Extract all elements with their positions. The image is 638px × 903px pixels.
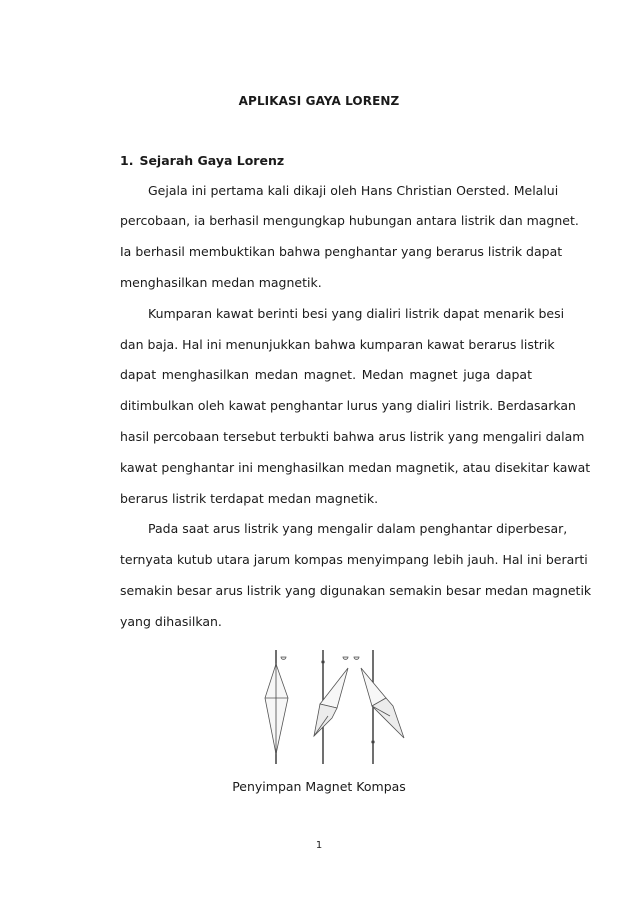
paragraph-1-line-3: Ia berhasil membuktikan bahwa penghantar yang berarus listrik dapat [120, 244, 563, 259]
paragraph-2-line-4: ditimbulkan oleh kawat penghantar lurus yang dialiri listrik. Berdasarkan [120, 398, 576, 413]
paragraph-1-line-1: Gejala ini pertama kali dikaji oleh Hans Christian Oersted. Melalui [148, 183, 559, 198]
paragraph-2-line-6: kawat penghantar ini menghasilkan medan magnetik, atau disekitar kawat [120, 460, 591, 475]
section-number: 1. [120, 153, 134, 168]
page-number: 1 [315, 840, 323, 851]
paragraph-3-line-3: semakin besar arus listrik yang digunakan semakin besar medan magnetik [120, 583, 592, 598]
paragraph-2-line-3: dapat menghasilkan medan magnet. Medan magnet juga dapat [120, 367, 532, 382]
paragraph-2-line-1: Kumparan kawat berinti besi yang dialiri listrik dapat menarik besi [148, 306, 565, 321]
figure-caption: Penyimpan Magnet Kompas [232, 779, 406, 794]
marker-icon [281, 657, 286, 660]
paragraph-2-line-5: hasil percobaan tersebut terbukti bahwa arus listrik yang mengaliri dalam [120, 429, 585, 444]
compass-needle-middle [320, 668, 348, 708]
paragraph-1-line-2: percobaan, ia berhasil mengungkap hubungan antara listrik dan magnet. [120, 213, 579, 228]
section-heading [120, 153, 284, 168]
paragraph-2-line-7: berarus listrik terdapat medan magnetik. [120, 491, 379, 506]
compass-figure [258, 646, 408, 766]
paragraph-3-line-4: yang dihasilkan. [120, 614, 222, 629]
section-heading-text: Sejarah Gaya Lorenz [139, 153, 285, 168]
paragraph-1-line-4: menghasilkan medan magnetik. [120, 275, 322, 290]
paragraph-2-line-2: dan baja. Hal ini menunjukkan bahwa kumparan kawat berarus listrik [120, 337, 555, 352]
paragraph-3-line-1: Pada saat arus listrik yang mengalir dalam penghantar diperbesar, [148, 521, 568, 536]
compass-needle-left [265, 664, 288, 754]
marker-icon [354, 657, 359, 660]
paragraph-3-line-2: ternyata kutub utara jarum kompas menyimpang lebih jauh. Hal ini berarti [120, 552, 588, 567]
page-title: APLIKASI GAYA LORENZ [238, 94, 400, 108]
marker-icon [343, 657, 348, 660]
